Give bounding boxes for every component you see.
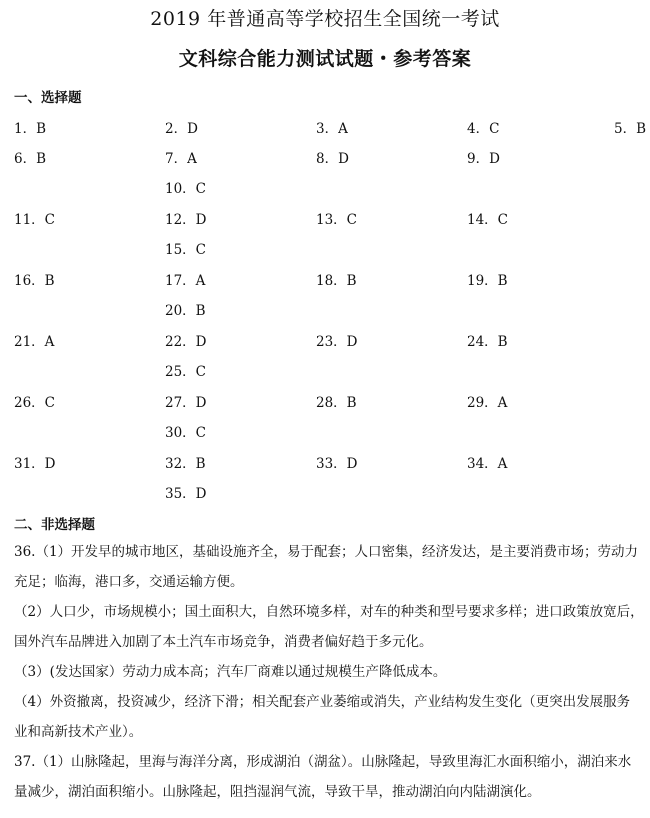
answer-item: 17．A (165, 273, 206, 289)
answer-item: 20．B (165, 303, 206, 319)
essay-line: 业和高新技术产业）。 (14, 724, 143, 740)
answer-item: 24．B (467, 334, 508, 350)
essay-line: 量减少，湖泊面积缩小。山脉隆起，阻挡湿润气流，导致干旱，推动湖泊向内陆湖演化。 (14, 784, 541, 800)
answer-item: 34．A (467, 456, 508, 472)
essay-line: 国外汽车品牌进入加剧了本土汽车市场竞争，消费者偏好趋于多元化。 (14, 634, 433, 650)
answer-item: 4．C (467, 121, 500, 137)
answer-item: 2．D (165, 121, 198, 137)
essay-line: 37.（1）山脉隆起，里海与海洋分离，形成湖泊（湖盆）。山脉隆起，导致里海汇水面积缩小，湖泊来水 (14, 754, 632, 770)
answer-item: 25．C (165, 364, 207, 380)
answer-item: 28．B (316, 395, 357, 411)
essay-line: （3）(发达国家）劳动力成本高；汽车厂商难以通过规模生产降低成本。 (14, 664, 447, 680)
answer-item: 5．B (614, 121, 647, 137)
answer-item: 33．D (316, 456, 358, 472)
answer-item: 14．C (467, 212, 509, 228)
essay-line: 充足；临海，港口多，交通运输方便。 (14, 574, 244, 590)
essay-line: （4）外资撤离，投资减少，经济下滑；相关配套产业萎缩或消失，产业结构发生变化（更突出发展服务 (14, 694, 631, 710)
answer-item: 26．C (14, 395, 56, 411)
answer-item: 12．D (165, 212, 207, 228)
answer-item: 30．C (165, 425, 207, 441)
document-subtitle: 文科综合能力测试试题・参考答案 (178, 48, 472, 70)
answer-item: 10．C (165, 181, 207, 197)
answer-item: 18．B (316, 273, 357, 289)
answer-item: 32．B (165, 456, 206, 472)
answer-item: 29．A (467, 395, 508, 411)
answer-item: 1．B (14, 121, 47, 137)
answer-item: 23．D (316, 334, 358, 350)
answer-item: 19．B (467, 273, 508, 289)
answer-item: 16．B (14, 273, 55, 289)
answer-item: 3．A (316, 121, 348, 137)
document-title: 2019 年普通高等学校招生全国统一考试 (150, 8, 500, 30)
answer-item: 8．D (316, 151, 349, 167)
essay-line: 36.（1）开发早的城市地区，基础设施齐全，易于配套；人口密集，经济发达，是主要消费市场；劳动力 (14, 544, 639, 560)
answer-item: 21．A (14, 334, 55, 350)
essay-line: （2）人口少，市场规模小；国土面积大，自然环境多样，对车的种类和型号要求多样；进口政策放宽后， (14, 604, 644, 620)
section-heading-non-multiple-choice: 二、非选择题 (14, 517, 95, 533)
answer-item: 31．D (14, 456, 56, 472)
answer-item: 27．D (165, 395, 207, 411)
answer-item: 6．B (14, 151, 47, 167)
answer-item: 13．C (316, 212, 358, 228)
answer-item: 35．D (165, 486, 207, 502)
answer-item: 11．C (14, 212, 56, 228)
section-heading-multiple-choice: 一、选择题 (14, 90, 82, 106)
answer-item: 22．D (165, 334, 207, 350)
answer-item: 7．A (165, 151, 197, 167)
answer-item: 9．D (467, 151, 500, 167)
answer-item: 15．C (165, 242, 207, 258)
